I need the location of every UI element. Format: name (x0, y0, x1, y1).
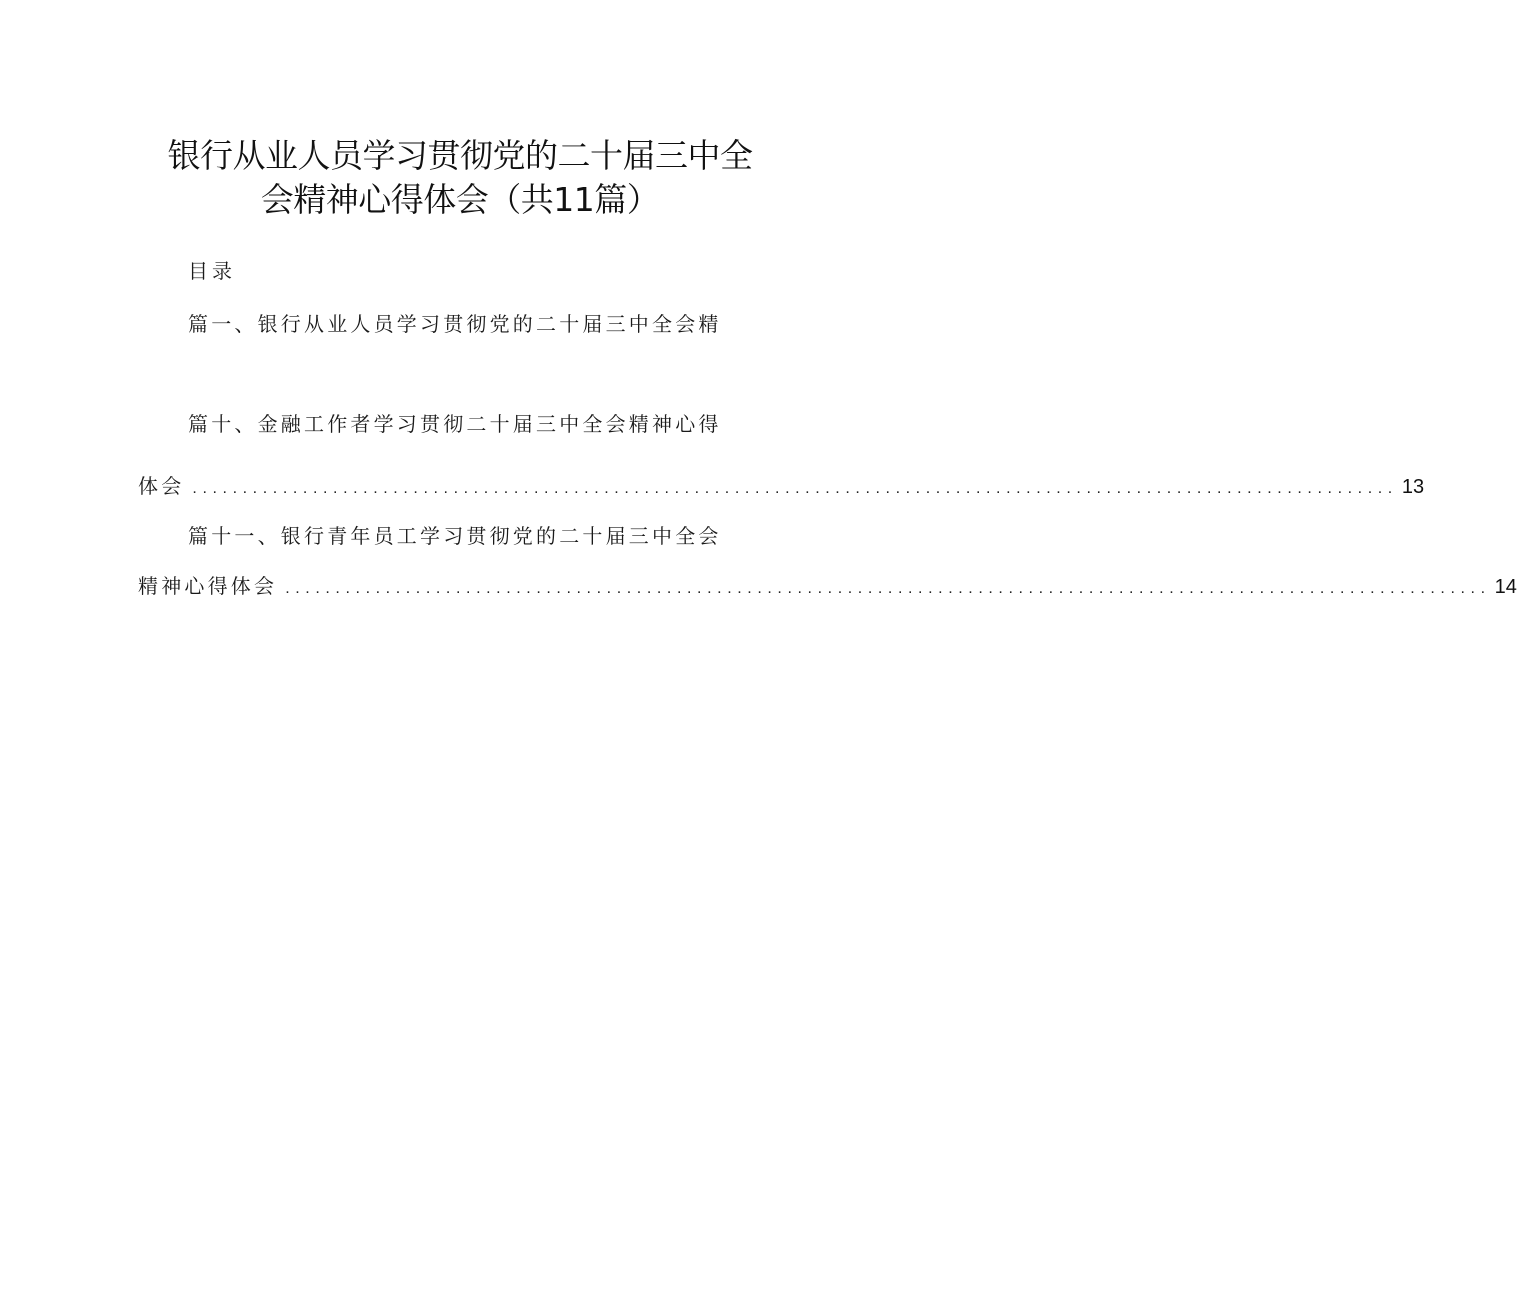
toc-entry-10-line-2[interactable] (138, 470, 1425, 499)
title-line-1: 银行从业人员学习贯彻党的二十届三中全 (167, 136, 753, 175)
toc-page-number: 14 (1494, 576, 1517, 598)
toc-entry-text: 体会 (138, 474, 185, 498)
toc-entry-1-line-1[interactable]: 篇一、银行从业人员学习贯彻党的二十届三中全会精 (188, 312, 722, 336)
toc-entry-11-line-1[interactable]: 篇十一、银行青年员工学习贯彻党的二十届三中全会 (188, 524, 722, 548)
title-line-2: 会精神心得体会（共11篇） (260, 180, 660, 219)
toc-page-number: 13 (1401, 476, 1425, 498)
toc-leader-dots: ........................................................................................................................ (285, 580, 1491, 597)
toc-heading: 目录 (188, 259, 236, 283)
toc-leader-dots: ........................................................................................................................ (192, 480, 1398, 497)
toc-entry-text: 精神心得体会 (138, 574, 278, 598)
document-title (100, 134, 820, 222)
toc-entry-10-line-1[interactable]: 篇十、金融工作者学习贯彻二十届三中全会精神心得 (188, 412, 722, 436)
toc-entry-11-line-2[interactable] (138, 570, 1517, 599)
